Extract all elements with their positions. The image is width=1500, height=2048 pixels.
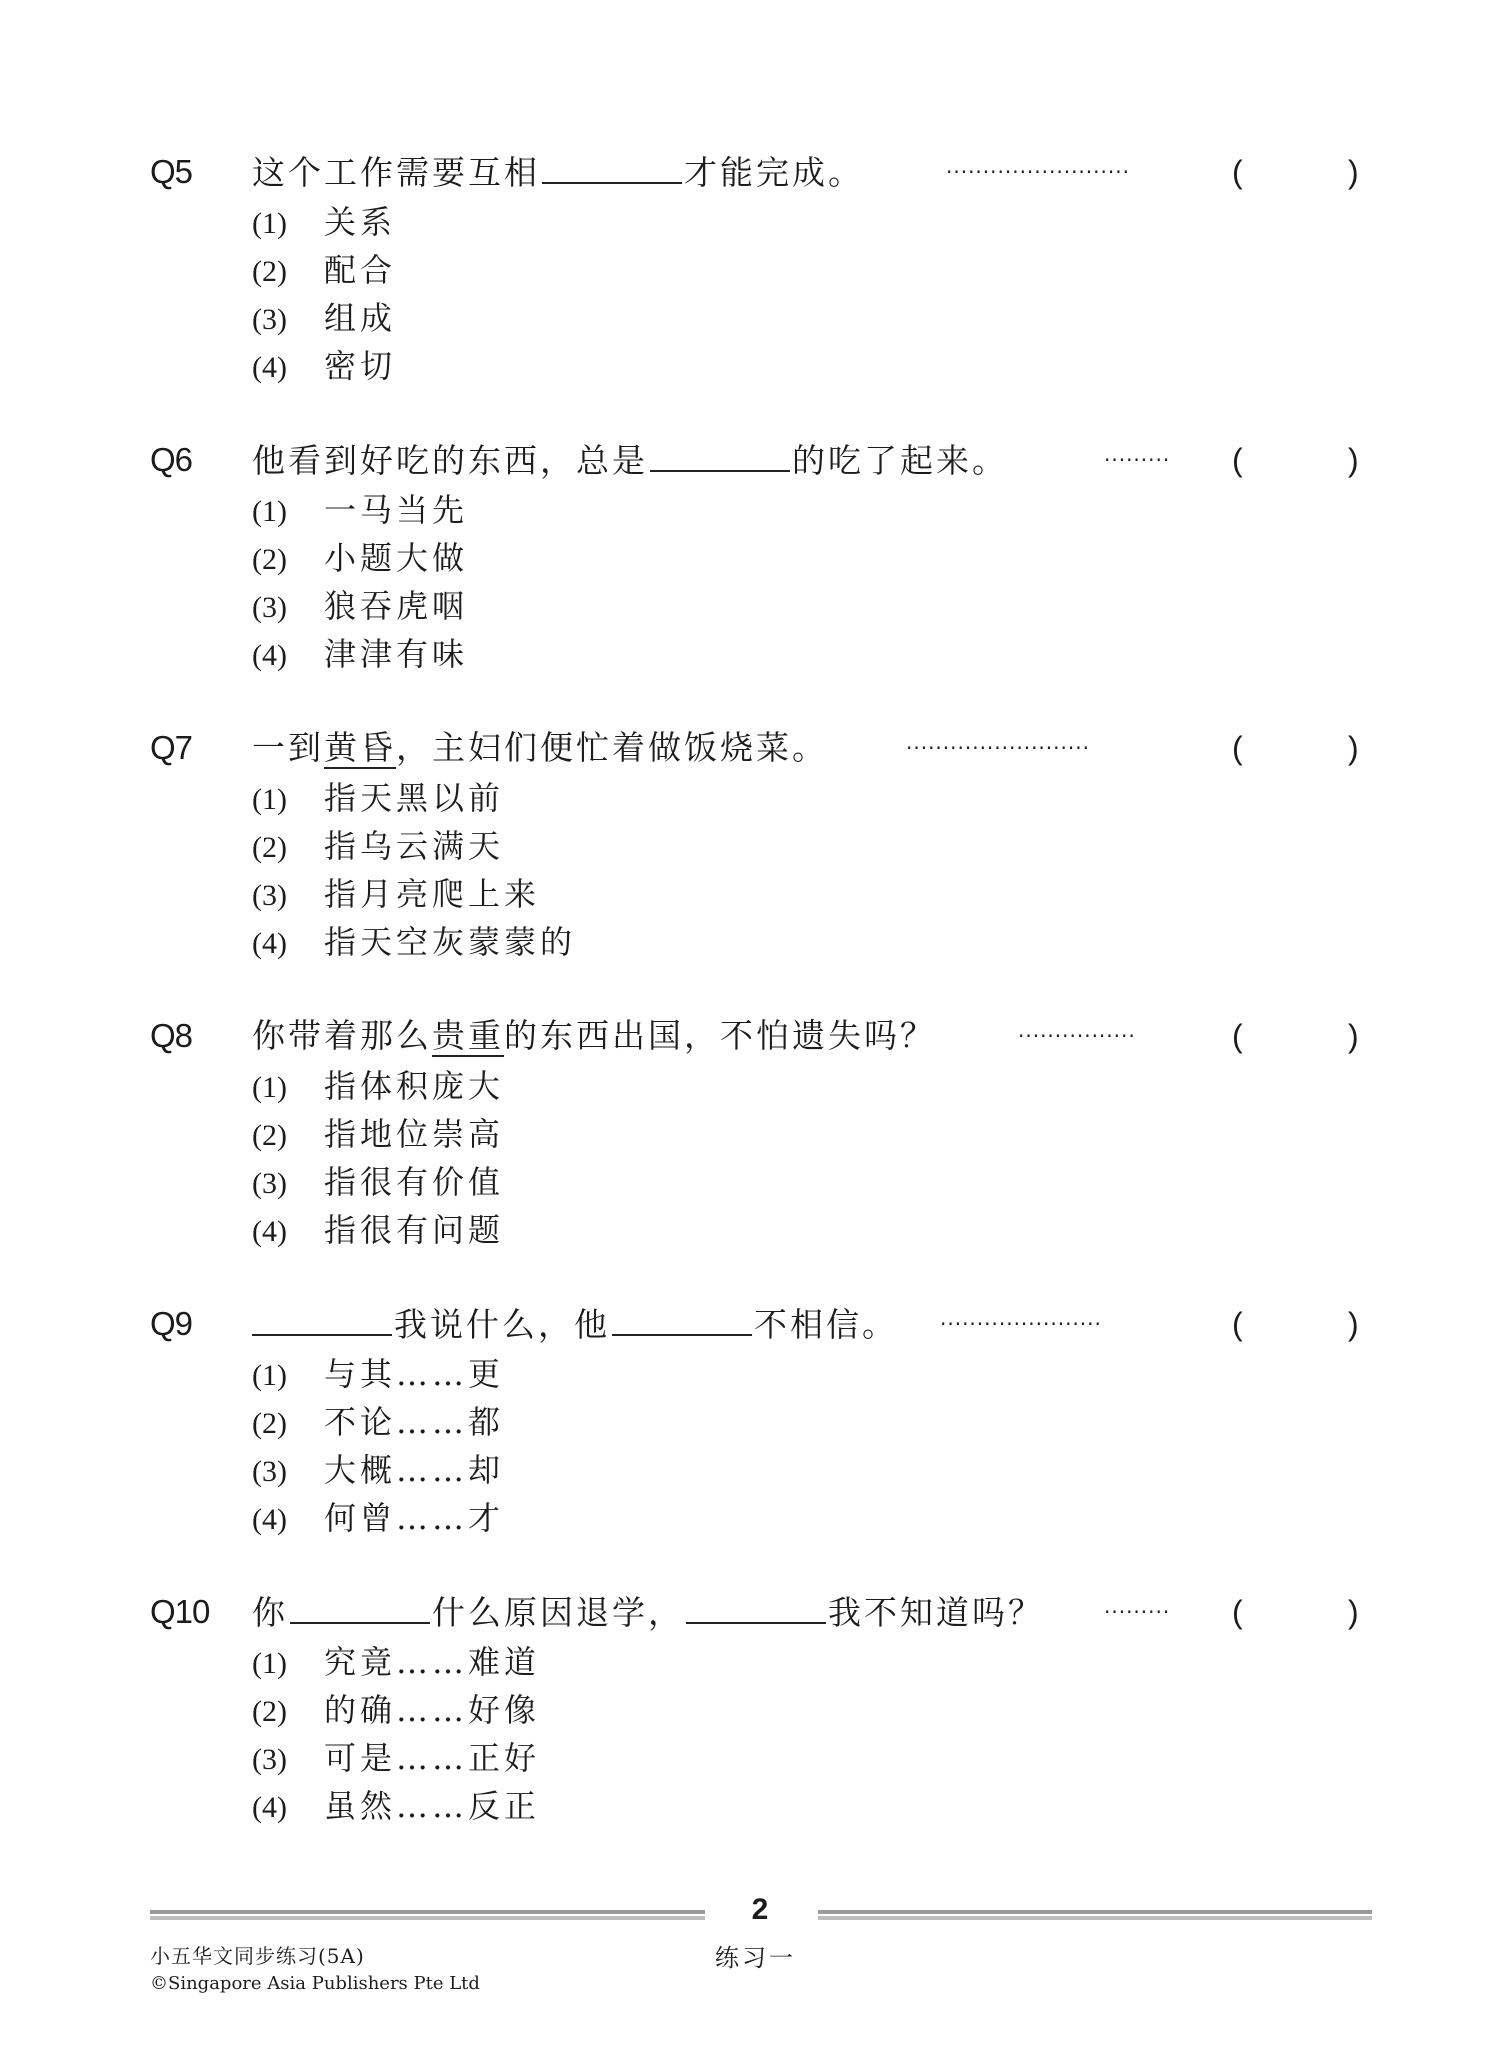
- answer-paren-close: ): [1348, 1594, 1359, 1630]
- option: (3) 指月亮爬上来: [252, 875, 541, 913]
- option: (1) 关系: [252, 203, 397, 241]
- options-list: [252, 1352, 504, 1544]
- answer-paren-close: ): [1348, 730, 1359, 766]
- answer-blank: [290, 1592, 430, 1624]
- answer-paren-close: ): [1348, 442, 1359, 478]
- question-stem: 你带着那么贵重的东西出国，不怕遗失吗？: [252, 1016, 936, 1055]
- answer-paren-open: (: [1232, 730, 1243, 766]
- option: (1) 指天黑以前: [252, 779, 505, 817]
- option: (2) 小题大做: [252, 539, 469, 577]
- option: (4) 虽然……反正: [252, 1787, 541, 1825]
- option: (4) 津津有味: [252, 635, 469, 673]
- leader-dots: ·········: [1104, 448, 1171, 472]
- option: (4) 指很有问题: [252, 1211, 505, 1249]
- answer-paren-close: ): [1348, 1306, 1359, 1342]
- question-number: Q10: [150, 1593, 210, 1630]
- question-number: Q9: [150, 1305, 193, 1342]
- option: (2) 配合: [252, 251, 397, 289]
- question-stem: 这个工作需要互相 才能完成。: [252, 153, 864, 192]
- option: (2) 指地位崇高: [252, 1115, 505, 1153]
- section-title: 练习一: [715, 1944, 796, 1972]
- answer-paren-open: (: [1232, 1306, 1243, 1342]
- answer-paren-close: ): [1348, 154, 1359, 190]
- option: (2) 不论……都: [252, 1403, 505, 1441]
- page-number: 2: [751, 1893, 769, 1926]
- option: (3) 狼吞虎咽: [252, 587, 469, 625]
- option: (3) 可是……正好: [252, 1739, 541, 1777]
- question-stem: 你 什么原因退学， 我不知道吗？: [252, 1593, 1044, 1632]
- option: (4) 密切: [252, 347, 397, 385]
- answer-paren-open: (: [1232, 442, 1243, 478]
- book-title: 小五华文同步练习(5A): [150, 1944, 365, 1968]
- options-list: [252, 488, 468, 680]
- options-list: [252, 1064, 504, 1256]
- answer-blank: [686, 1592, 826, 1624]
- answer-blank: [650, 440, 790, 472]
- leader-dots: ················: [1018, 1024, 1136, 1048]
- options-list: [252, 776, 576, 968]
- underlined-word: 贵重: [432, 1016, 504, 1055]
- option: (3) 组成: [252, 299, 397, 337]
- answer-blank: [612, 1304, 752, 1336]
- leader-dots: ······················: [940, 1312, 1102, 1336]
- question-number: Q7: [150, 729, 193, 766]
- question-number: Q8: [150, 1017, 193, 1054]
- answer-paren-close: ): [1348, 1018, 1359, 1054]
- answer-paren-open: (: [1232, 1018, 1243, 1054]
- copyright: ©Singapore Asia Publishers Pte Ltd: [150, 1973, 480, 1994]
- footer-rule-left: [150, 1910, 705, 1920]
- answer-blank: [542, 152, 682, 184]
- footer-rule-right: [818, 1910, 1372, 1920]
- option: (1) 指体积庞大: [252, 1067, 505, 1105]
- question-number: Q5: [150, 153, 193, 190]
- answer-blank: [252, 1304, 392, 1336]
- leader-dots: ·························: [946, 160, 1130, 184]
- question-stem: 他看到好吃的东西，总是 的吃了起来。: [252, 441, 1008, 480]
- leader-dots: ·········: [1104, 1600, 1171, 1624]
- options-list: [252, 200, 396, 392]
- option: (1) 与其……更: [252, 1355, 505, 1393]
- option: (3) 指很有价值: [252, 1163, 505, 1201]
- option: (2) 指乌云满天: [252, 827, 505, 865]
- option: (4) 指天空灰蒙蒙的: [252, 923, 577, 961]
- underlined-word: 黄昏: [324, 728, 396, 767]
- option: (4) 何曾……才: [252, 1499, 505, 1537]
- leader-dots: ·························: [906, 736, 1090, 760]
- question-number: Q6: [150, 441, 193, 478]
- answer-paren-open: (: [1232, 154, 1243, 190]
- answer-paren-open: (: [1232, 1594, 1243, 1630]
- question-stem: 我说什么，他 不相信。: [252, 1304, 898, 1345]
- options-list: [252, 1640, 540, 1832]
- option: (1) 究竟……难道: [252, 1643, 541, 1681]
- question-stem: 一到黄昏，主妇们便忙着做饭烧菜。: [252, 728, 828, 767]
- option: (2) 的确……好像: [252, 1691, 541, 1729]
- option: (1) 一马当先: [252, 491, 469, 529]
- option: (3) 大概……却: [252, 1451, 505, 1489]
